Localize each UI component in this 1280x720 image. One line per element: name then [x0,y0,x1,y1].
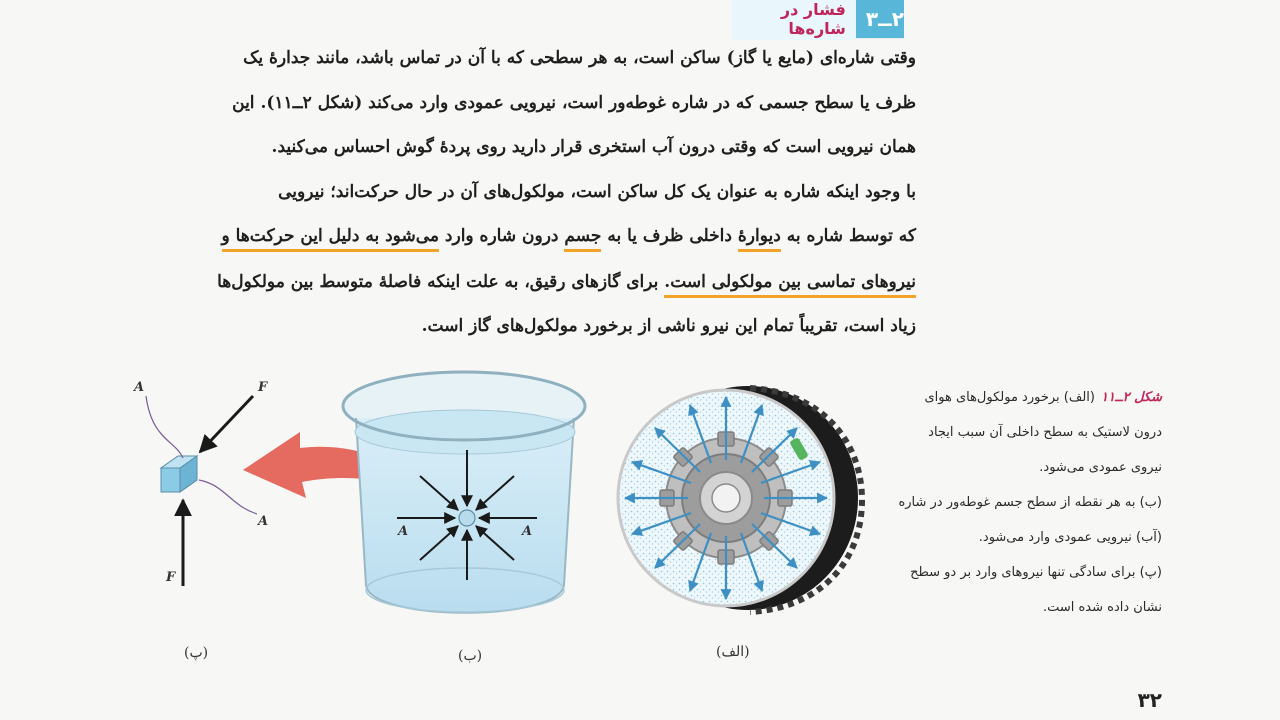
highlight-underline: می‌شود به دلیل این حرکت‌ها و [222,226,440,252]
caption-label: شکل ۲ــ۱۱ [1100,390,1162,405]
vector-label-a: A [522,524,533,539]
tire-diagram [618,386,862,612]
subfigure-label-alef: (الف) [716,644,750,660]
beaker-diagram [343,372,585,613]
caption-text: (الف) برخورد مولکول‌های هوای [924,390,1095,405]
subfigure-label-be: (ب) [458,648,483,664]
text-span: که توسط شاره به [780,226,916,246]
section-number: ۲ــ۳ [865,7,904,31]
paragraph-line-4: با وجود اینکه شاره به عنوان یک کل ساکن است، مولکول‌های آن در حال حرکت‌اند؛ نیرویی [278,182,916,202]
text-span: برای گازهای رقیق، به علت اینکه فاصلۀ متوسط بین مولکول‌ها [217,272,665,292]
paragraph-line-2: ظرف یا سطح جسمی که در شاره غوطه‌ور است، نیرویی عمودی وارد می‌کند (شکل ۲ــ۱۱). این [232,93,916,113]
vector-label-a: A [258,514,269,529]
page-number: ۳۲ [1137,688,1162,712]
caption-line: درون لاستیک به سطح داخلی آن سبب ایجاد [928,425,1162,440]
caption-line: (پ) برای سادگی تنها نیروهای وارد بر دو سطح [910,565,1162,580]
highlight-underline: جسم [564,226,601,252]
paragraph-line-1: وقتی شاره‌ای (مایع یا گاز) ساکن است، به هر سطحی که با آن در تماس باشد، مانند جدارۀ یک [243,48,916,68]
highlight-underline: نیروهای تماسی بین مولکولی است. [664,272,916,298]
vector-label-f: F [258,380,268,395]
vector-label-a: A [398,524,409,539]
figure-caption [862,380,1162,625]
paragraph-line-3: همان نیرویی است که وقتی درون آب استخری قرار دارید روی پردۀ گوش احساس می‌کنید. [271,137,916,157]
paragraph-line-7: زیاد است، تقریباً تمام این نیرو ناشی از برخورد مولکول‌های گاز است. [421,316,916,336]
caption-line: نشان داده شده است. [1042,600,1162,615]
caption-line: نیروی عمودی می‌شود. [1039,460,1162,475]
section-title: فشار در شاره‌ها [732,0,856,40]
vector-label-f: F [166,570,176,585]
cube-diagram [146,396,257,586]
text-span: درون شاره وارد [439,226,565,246]
vector-label-a: A [134,380,145,395]
caption-line [862,380,1162,415]
caption-line: (ب) به هر نقطه از سطح جسم غوطه‌ور در شاره [898,495,1162,510]
subfigure-label-pe: (پ) [184,645,209,661]
text-span: داخلی ظرف یا به [601,226,738,246]
caption-line: (آب) نیرویی عمودی وارد می‌شود. [978,530,1162,545]
highlight-underline: دیوارۀ [738,226,781,252]
